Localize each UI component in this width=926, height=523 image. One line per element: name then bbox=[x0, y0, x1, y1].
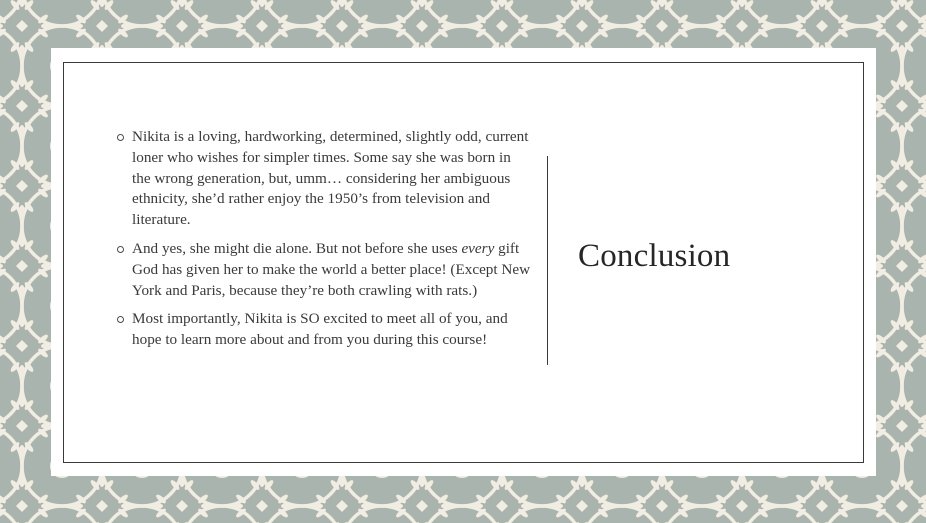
bullet-list bbox=[115, 127, 533, 351]
slide-title[interactable]: Conclusion bbox=[578, 238, 731, 274]
bullet-text-emphasis: every bbox=[461, 239, 495, 257]
bullet-text-box[interactable] bbox=[115, 127, 533, 359]
bullet-text: Most importantly, Nikita is SO excited to meet all of you, and hope to learn more about and from you during this course! bbox=[132, 310, 508, 349]
hollow-circle-icon bbox=[117, 316, 124, 323]
bullet-text-pre: And yes, she might die alone. But not before she uses bbox=[132, 239, 462, 257]
hollow-circle-icon bbox=[117, 134, 124, 141]
list-item bbox=[115, 127, 533, 231]
bullet-text-post: gift God has given her to make the world a better place! (Except New York and Paris, because they’re both crawling with rats.) bbox=[132, 239, 531, 299]
list-item bbox=[115, 309, 533, 351]
hollow-circle-icon bbox=[117, 246, 124, 253]
content-card bbox=[51, 48, 876, 476]
list-item bbox=[115, 239, 533, 301]
bullet-text: Nikita is a loving, hardworking, determined, slightly odd, current loner who wishes for simpler times. Some say she was born in the wrong generation, but, umm… considering her ambiguous ethnicity, she’d rather enjoy the 1950’s from television and literature. bbox=[132, 128, 529, 229]
vertical-divider bbox=[547, 156, 548, 365]
